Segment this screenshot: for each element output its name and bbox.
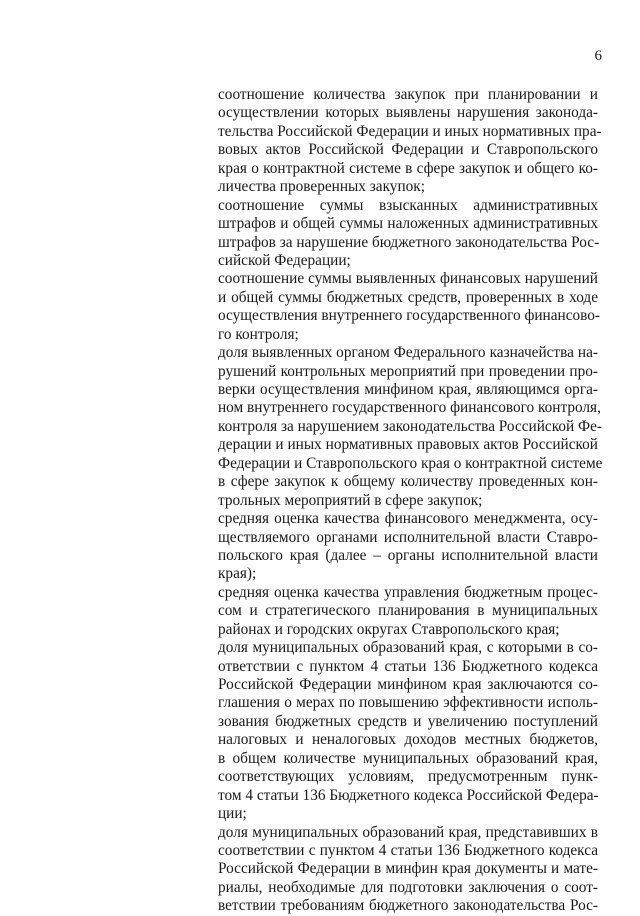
text-line: глашения о мерах по повышению эффективности исполь- xyxy=(218,694,598,712)
text-line: вовых актов Российской Федерации и Ставропольского xyxy=(218,141,598,159)
text-line: края); xyxy=(218,565,257,583)
text-line: ции; xyxy=(218,805,247,823)
text-line: доля выявленных органом Федерального казначейства на- xyxy=(218,344,598,362)
text-line: том 4 статьи 136 Бюджетного кодекса Российской Федера- xyxy=(218,786,599,804)
text-line: края о контрактной системе в сфере закупок и общего ко- xyxy=(218,159,598,177)
body-text xyxy=(218,86,603,916)
text-line: рушений контрольных мероприятий при проведении про- xyxy=(218,362,598,380)
text-line: штрафов и общей суммы наложенных административных xyxy=(218,215,598,233)
text-line: штрафов за нарушение бюджетного законодательства Рос- xyxy=(218,233,600,251)
text-line: осуществления внутреннего государственного финансово- xyxy=(218,307,601,325)
page-number: 6 xyxy=(594,48,602,64)
text-line: соответствии с пунктом 4 статьи 136 Бюджетного кодекса xyxy=(218,841,598,859)
text-line: Федерации и Ставропольского края о контрактной системе xyxy=(218,454,603,472)
text-line: в общем количестве муниципальных образований края, xyxy=(218,749,598,767)
text-line: польского края (далее – органы исполнительной власти xyxy=(218,546,598,564)
text-line: и общей суммы бюджетных средств, проверенных в ходе xyxy=(218,288,598,306)
text-line: в сфере закупок к общему количеству проведенных кон- xyxy=(218,473,598,491)
text-line: зования бюджетных средств и увеличению поступлений xyxy=(218,712,598,730)
text-line: средняя оценка качества финансового менеджмента, осу- xyxy=(218,510,598,528)
text-line: ветствии требованиям бюджетного законодательства Рос- xyxy=(218,897,598,915)
text-line: контроля за нарушением законодательства Российской Фе- xyxy=(218,417,602,435)
text-line: ответствии с пунктом 4 статьи 136 Бюджетного кодекса xyxy=(218,657,598,675)
text-line: соответствующих условиям, предусмотренным пунк- xyxy=(218,768,598,786)
text-line: районах и городских округах Ставропольского края; xyxy=(218,620,560,638)
text-line: верки осуществления минфином края, являющимся орга- xyxy=(218,381,598,398)
text-line: соотношение суммы выявленных финансовых нарушений xyxy=(218,270,598,288)
text-line: налоговых и неналоговых доходов местных бюджетов, xyxy=(218,731,598,749)
text-line: риалы, необходимые для подготовки заключения о соот- xyxy=(218,878,598,896)
text-line: соотношение суммы взысканных административных xyxy=(218,196,598,214)
text-line: доля муниципальных образований края, с которыми в со- xyxy=(218,639,598,657)
text-line: го контроля; xyxy=(218,325,299,343)
text-line: доля муниципальных образований края, представивших в xyxy=(218,823,598,841)
text-line: Российской Федерации в минфин края документы и мате- xyxy=(218,860,598,878)
text-line: дерации и иных нормативных правовых актов Российской xyxy=(218,436,598,454)
text-line: ществляемого органами исполнительной власти Ставро- xyxy=(218,528,598,546)
text-line: личества проверенных закупок; xyxy=(218,178,425,196)
text-line: трольных мероприятий в сфере закупок; xyxy=(218,491,483,509)
text-line: средняя оценка качества управления бюджетным процес- xyxy=(218,583,598,601)
text-line: сийской Федерации; xyxy=(218,251,351,269)
text-line: Российской Федерации минфином края заключаются со- xyxy=(218,676,598,693)
text-line: осуществлении которых выявлены нарушения законода- xyxy=(218,104,598,122)
text-line: тельства Российской Федерации и иных нормативных пра- xyxy=(218,122,602,140)
text-line: соотношение количества закупок при планировании и xyxy=(218,86,598,103)
text-line: сом и стратегического планирования в муниципальных xyxy=(218,602,598,620)
text-line: ном внутреннего государственного финансового контроля, xyxy=(218,399,601,417)
